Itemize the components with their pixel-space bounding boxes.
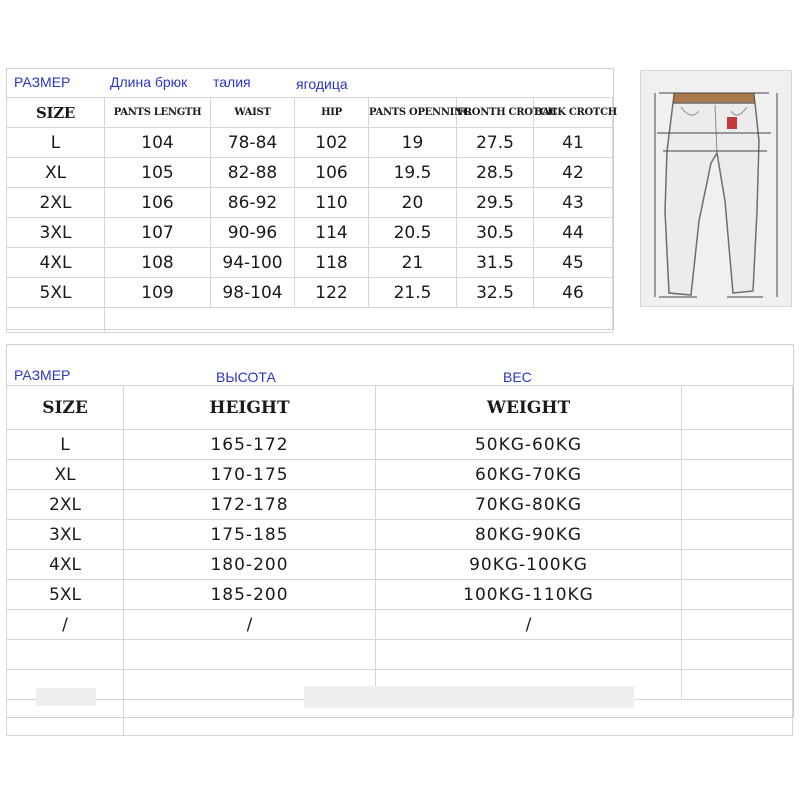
cell-pants-opening: 19 xyxy=(369,128,457,158)
cell-size: 5XL xyxy=(7,278,105,308)
cell-size: L xyxy=(7,430,124,460)
table-row xyxy=(7,158,613,188)
cell-height: 172-178 xyxy=(124,490,376,520)
cell-front-crotch: 28.5 xyxy=(457,158,534,188)
cell-back-crotch: 44 xyxy=(534,218,613,248)
cell-size: XL xyxy=(7,158,105,188)
cell-hip: 110 xyxy=(295,188,369,218)
cell-weight: 70KG-80KG xyxy=(376,490,682,520)
table-row xyxy=(7,490,793,520)
header-waist: WAIST xyxy=(211,98,295,128)
ru-label-waist: талия xyxy=(213,74,251,90)
table-row xyxy=(7,218,613,248)
cell-pants-length: 105 xyxy=(105,158,211,188)
cell-size: 4XL xyxy=(7,248,105,278)
ru-label-weight: ВЕС xyxy=(503,369,532,385)
cell-height: 170-175 xyxy=(124,460,376,490)
table-row xyxy=(7,580,793,610)
cell-size: 5XL xyxy=(7,580,124,610)
cell-hip: 102 xyxy=(295,128,369,158)
cell-pants-length: 107 xyxy=(105,218,211,248)
table-row xyxy=(7,248,613,278)
cell-pants-length: 109 xyxy=(105,278,211,308)
header-size: SIZE xyxy=(7,98,105,128)
cell-weight: / xyxy=(376,610,682,640)
cell-front-crotch: 27.5 xyxy=(457,128,534,158)
ru-label-hip: ягодица xyxy=(296,76,348,92)
cell-height: 185-200 xyxy=(124,580,376,610)
cell-height: / xyxy=(124,610,376,640)
cell-waist: 78-84 xyxy=(211,128,295,158)
table-empty-row xyxy=(7,308,613,333)
cell-size: L xyxy=(7,128,105,158)
header-pants-opening: PANTS OPENNING xyxy=(369,98,457,128)
cell-weight: 100KG-110KG xyxy=(376,580,682,610)
header-size: SIZE xyxy=(7,386,124,430)
header-back-crotch: BACK CROTCH xyxy=(534,98,613,128)
cell-size: 3XL xyxy=(7,520,124,550)
cell-hip: 114 xyxy=(295,218,369,248)
ru-label-size: РАЗМЕР xyxy=(14,74,71,90)
table-row xyxy=(7,520,793,550)
cell-hip: 122 xyxy=(295,278,369,308)
cell-hip: 106 xyxy=(295,158,369,188)
cell-waist: 94-100 xyxy=(211,248,295,278)
header-height: HEIGHT xyxy=(124,386,376,430)
body-size-table xyxy=(6,385,793,736)
header-front-crotch: FRONTH CROTCH xyxy=(457,98,534,128)
cell-waist: 98-104 xyxy=(211,278,295,308)
cell-size: 2XL xyxy=(7,490,124,520)
cell-pants-length: 104 xyxy=(105,128,211,158)
cell-pants-length: 108 xyxy=(105,248,211,278)
ru-label-size: РАЗМЕР xyxy=(14,367,71,383)
pants-measurement-icon xyxy=(640,70,792,307)
cell-height: 165-172 xyxy=(124,430,376,460)
table-row xyxy=(7,460,793,490)
cell-back-crotch: 41 xyxy=(534,128,613,158)
header-hip: HIP xyxy=(295,98,369,128)
cell-weight: 60KG-70KG xyxy=(376,460,682,490)
cell-front-crotch: 31.5 xyxy=(457,248,534,278)
cell-back-crotch: 42 xyxy=(534,158,613,188)
table-row xyxy=(7,128,613,158)
cell-back-crotch: 45 xyxy=(534,248,613,278)
cell-size: 2XL xyxy=(7,188,105,218)
cell-waist: 90-96 xyxy=(211,218,295,248)
cell-back-crotch: 46 xyxy=(534,278,613,308)
cell-size: 3XL xyxy=(7,218,105,248)
cell-weight: 80KG-90KG xyxy=(376,520,682,550)
cell-front-crotch: 32.5 xyxy=(457,278,534,308)
ru-label-height: ВЫСОТА xyxy=(216,369,276,385)
table-header-row xyxy=(7,98,613,128)
cell-hip: 118 xyxy=(295,248,369,278)
blurred-placeholder xyxy=(36,688,96,706)
cell-pants-length: 106 xyxy=(105,188,211,218)
cell-pants-opening: 20 xyxy=(369,188,457,218)
cell-front-crotch: 30.5 xyxy=(457,218,534,248)
header-pants-length: PANTS LENGTH xyxy=(105,98,211,128)
cell-weight: 50KG-60KG xyxy=(376,430,682,460)
ru-label-pants-length: Длина брюк xyxy=(110,74,188,90)
table-empty-row xyxy=(7,640,793,670)
cell-pants-opening: 21.5 xyxy=(369,278,457,308)
table-row xyxy=(7,550,793,580)
blurred-placeholder xyxy=(304,686,634,708)
cell-back-crotch: 43 xyxy=(534,188,613,218)
table-header-row xyxy=(7,386,793,430)
cell-height: 180-200 xyxy=(124,550,376,580)
cell-pants-opening: 19.5 xyxy=(369,158,457,188)
cell-waist: 86-92 xyxy=(211,188,295,218)
cell-pants-opening: 21 xyxy=(369,248,457,278)
cell-weight: 90KG-100KG xyxy=(376,550,682,580)
table-row xyxy=(7,610,793,640)
header-weight: WEIGHT xyxy=(376,386,682,430)
table-row xyxy=(7,430,793,460)
cell-size: XL xyxy=(7,460,124,490)
cell-waist: 82-88 xyxy=(211,158,295,188)
table-row xyxy=(7,188,613,218)
pants-size-table xyxy=(6,97,617,333)
cell-pants-opening: 20.5 xyxy=(369,218,457,248)
cell-size: 4XL xyxy=(7,550,124,580)
table-row xyxy=(7,278,613,308)
cell-size: / xyxy=(7,610,124,640)
cell-front-crotch: 29.5 xyxy=(457,188,534,218)
cell-height: 175-185 xyxy=(124,520,376,550)
